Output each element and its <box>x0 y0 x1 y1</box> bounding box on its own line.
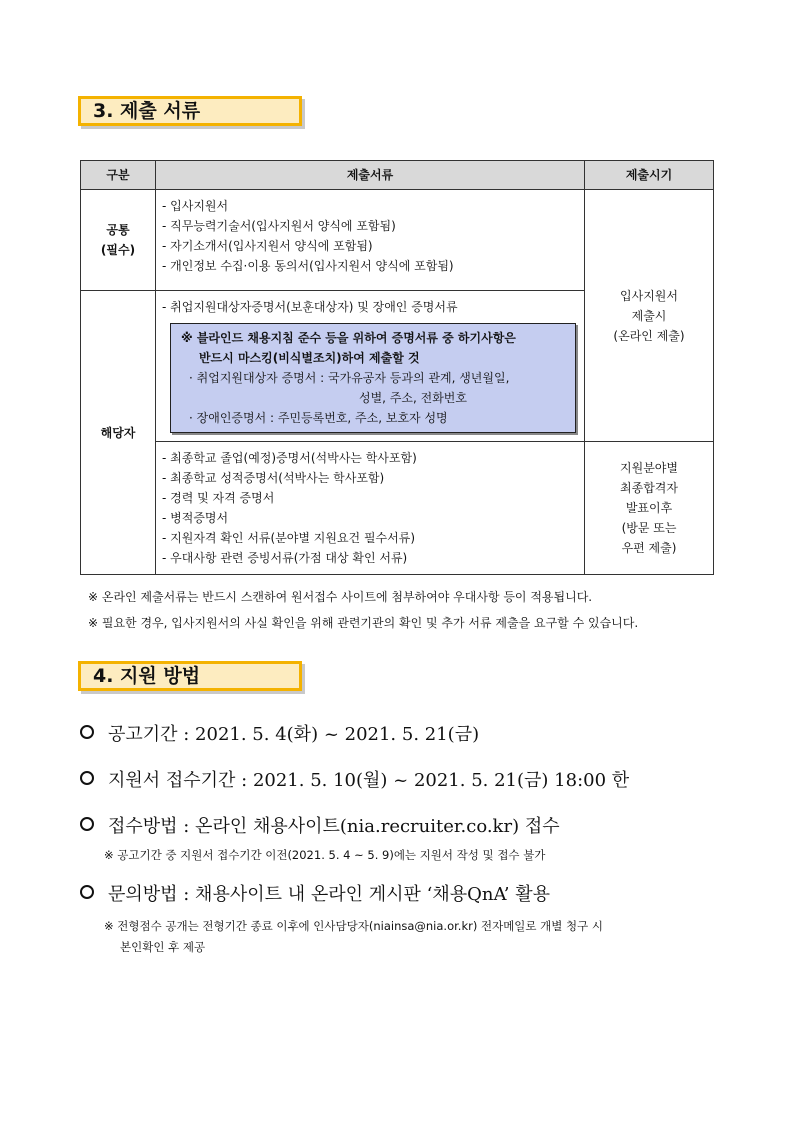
circle-bullet-icon <box>80 725 94 739</box>
list-item: - 지원자격 확인 서류(분야별 지원요건 필수서류) <box>162 531 416 545</box>
applicable-docs-2 <box>156 442 585 575</box>
bullet-application-method: 접수방법 : 온라인 채용사이트(nia.recruiter.co.kr) 접수 <box>80 812 560 838</box>
masking-notice-box <box>170 323 576 433</box>
footnote-verification: ※ 필요한 경우, 입사지원서의 사실 확인을 위해 관련기관의 확인 및 추가 서류 제출을 요구할 수 있습니다. <box>88 616 639 630</box>
circle-bullet-icon <box>80 817 94 831</box>
header-documents: 제출서류 <box>156 161 585 190</box>
circle-bullet-icon <box>80 885 94 899</box>
circle-bullet-icon <box>80 771 94 785</box>
list-item: - 취업지원대상자증명서(보훈대상자) 및 장애인 증명서류 <box>162 300 458 314</box>
list-item: - 개인정보 수집·이용 동의서(입사지원서 양식에 포함됨) <box>162 259 454 273</box>
masking-item-disability: · 장애인증명서 : 주민등록번호, 주소, 보호자 성명 <box>189 411 448 425</box>
section-4-title: 4. 지원 방법 <box>78 661 302 691</box>
list-item: - 직무능력기술서(입사지원서 양식에 포함됨) <box>162 219 396 233</box>
table-row-applicable-2 <box>81 442 714 575</box>
list-item: - 우대사항 관련 증빙서류(가점 대상 확인 서류) <box>162 551 408 565</box>
bullet-announcement-period: 공고기간 : 2021. 5. 4(화) ~ 2021. 5. 21(금) <box>80 720 479 746</box>
applicable-docs-1 <box>156 291 585 442</box>
common-docs <box>156 190 585 291</box>
note-inquiry-cont: 본인확인 후 제공 <box>120 940 206 954</box>
list-item: - 병적증명서 <box>162 511 229 525</box>
bullet-application-period: 지원서 접수기간 : 2021. 5. 10(월) ~ 2021. 5. 21(금) 18:00 한 <box>80 766 629 792</box>
list-item: - 경력 및 자격 증명서 <box>162 491 275 505</box>
common-label: 공통 (필수) <box>81 190 156 291</box>
masking-item-veterans: · 취업지원대상자 증명서 : 국가유공자 등과의 관계, 생년월일, <box>189 371 510 385</box>
timing-after-results: 지원분야별 최종합격자 발표이후 (방문 또는 우편 제출) <box>585 442 714 575</box>
table-row-common <box>81 190 714 291</box>
documents-table <box>80 160 714 575</box>
masking-notice-heading-2: 반드시 마스킹(비식별조치)하여 제출할 것 <box>199 351 420 365</box>
table-header-row <box>81 161 714 190</box>
header-timing: 제출시기 <box>585 161 714 190</box>
list-item: - 자기소개서(입사지원서 양식에 포함됨) <box>162 239 373 253</box>
header-category: 구분 <box>81 161 156 190</box>
footnote-scan: ※ 온라인 제출서류는 반드시 스캔하여 원서접수 사이트에 첨부하여야 우대사항 등이 적용됩니다. <box>88 590 593 604</box>
list-item: - 입사지원서 <box>162 199 229 213</box>
section-3-title: 3. 제출 서류 <box>78 96 302 126</box>
masking-notice-heading: ※ 블라인드 채용지침 준수 등을 위하여 증명서류 중 하기사항은 <box>181 331 516 345</box>
applicable-label: 해당자 <box>81 291 156 575</box>
list-item: - 최종학교 성적증명서(석박사는 학사포함) <box>162 471 385 485</box>
list-item: - 최종학교 졸업(예정)증명서(석박사는 학사포함) <box>162 451 417 465</box>
note-inquiry: ※ 전형점수 공개는 전형기간 종료 이후에 인사담당자(niainsa@nia.or.kr) 전자메일로 개별 청구 시 <box>104 919 604 933</box>
note-application-method: ※ 공고기간 중 지원서 접수기간 이전(2021. 5. 4 ~ 5. 9)에는 지원서 작성 및 접수 불가 <box>104 848 546 862</box>
timing-online: 입사지원서 제출시 (온라인 제출) <box>585 190 714 442</box>
bullet-inquiry-method: 문의방법 : 채용사이트 내 온라인 게시판 ‘채용QnA’ 활용 <box>80 880 550 906</box>
masking-item-veterans-cont: 성별, 주소, 전화번호 <box>359 391 467 405</box>
